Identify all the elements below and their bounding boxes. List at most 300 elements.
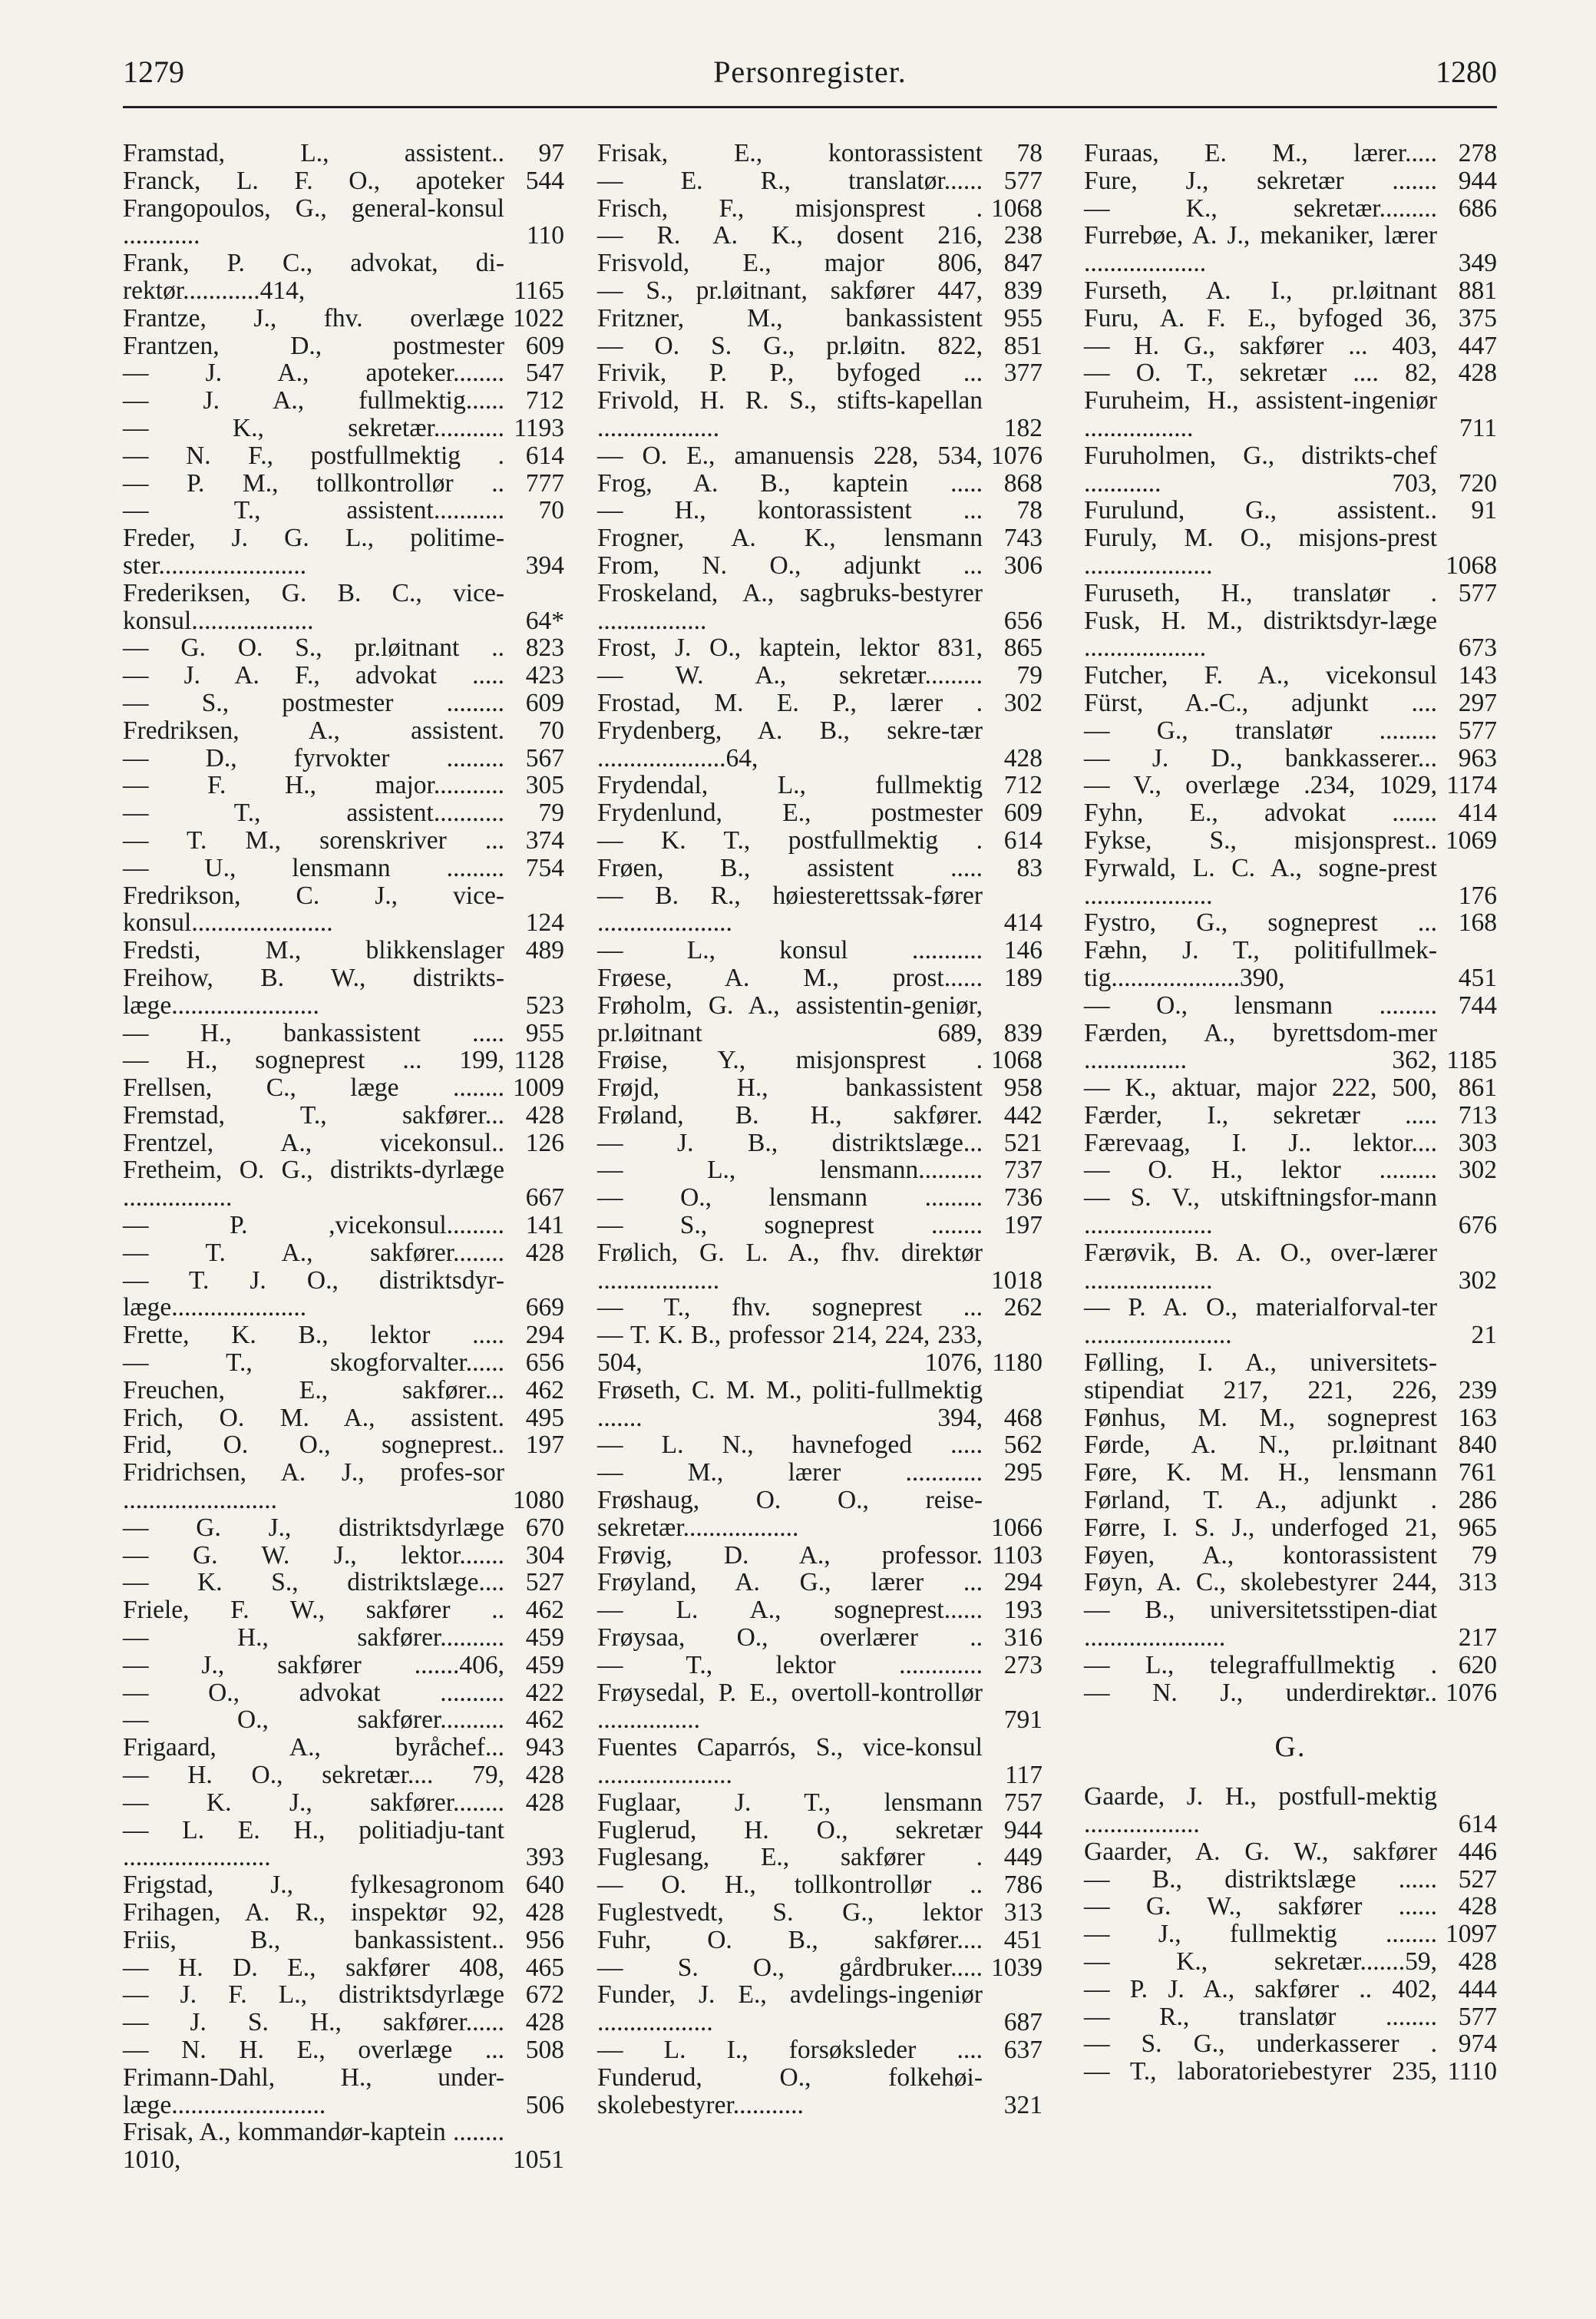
entry-text: Fredrikson, C. J., vice-konsul...................... <box>123 881 504 938</box>
entry-text: — L. E. H., politiadju-tant ....................... <box>123 1815 504 1872</box>
page-header <box>123 46 1497 100</box>
register-entry <box>123 772 564 799</box>
register-entry <box>597 1322 1043 1377</box>
entry-text: Fystro, G., sogneprest ... <box>1084 908 1437 938</box>
entry-text: — B., universitetsstipen-diat ...................... <box>1084 1596 1437 1652</box>
entry-page-number: 1068 <box>991 1046 1043 1075</box>
entry-page-number: 1009 <box>513 1073 564 1103</box>
register-entry <box>123 497 564 524</box>
entry-text: — P. M., tollkontrollør .. <box>123 468 504 498</box>
register-entry <box>597 662 1043 690</box>
entry-text: — J. F. L., distriktsdyrlæge <box>123 1980 504 2010</box>
entry-text: Frøen, B., assistent ..... <box>597 853 983 882</box>
register-entry <box>1084 1130 1497 1157</box>
entry-text: — S., pr.løitnant, sakfører 447, <box>597 276 983 305</box>
register-entry <box>597 1817 1043 1844</box>
register-column-3 <box>1084 140 1497 2086</box>
entry-text: Furu, A. F. E., byfoged 36, <box>1084 303 1437 332</box>
entry-text: — K., sekretær......... <box>1084 194 1437 223</box>
entry-page-number: 459 <box>525 1623 564 1652</box>
entry-text: Føre, K. M. H., lensmann <box>1084 1458 1437 1487</box>
register-entry <box>123 745 564 772</box>
entry-page-number: 943 <box>525 1733 564 1762</box>
entry-text: Frellsen, C., læge ........ <box>123 1073 504 1103</box>
entry-text: Furrebøe, A. J., mekaniker, lærer ................... <box>1084 221 1437 278</box>
entry-page-number: 302 <box>1003 688 1043 717</box>
entry-page-number: 868 <box>1003 468 1043 498</box>
register-entry <box>597 1569 1043 1596</box>
entry-page-number: 669 <box>525 1293 564 1322</box>
entry-text: Førde, A. N., pr.løitnant <box>1084 1431 1437 1460</box>
entry-page-number: 91 <box>1471 496 1497 525</box>
entry-page-number: 713 <box>1458 1100 1497 1130</box>
register-entry <box>597 1734 1043 1789</box>
entry-page-number: 303 <box>1458 1128 1497 1157</box>
entry-text: Froskeland, A., sagbruks-bestyrer ................. <box>597 578 983 635</box>
entry-page-number: 414 <box>1003 908 1043 938</box>
entry-page-number: 963 <box>1458 743 1497 772</box>
register-entry <box>123 1239 564 1267</box>
entry-text: — T., fhv. sogneprest ... <box>597 1293 983 1322</box>
register-entry <box>123 442 564 470</box>
entry-text: Frid, O. O., sogneprest.. <box>123 1431 504 1460</box>
entry-text: Frihagen, A. R., inspektør 92, <box>123 1898 504 1927</box>
register-entry <box>1084 2030 1497 2058</box>
register-entry <box>123 2119 564 2174</box>
register-entry <box>597 250 1043 277</box>
register-entry <box>597 992 1043 1047</box>
register-entry <box>123 1981 564 2009</box>
entry-text: Futcher, F. A., vicekonsul <box>1084 661 1437 690</box>
entry-text: — U., lensmann ......... <box>123 853 504 882</box>
register-entry <box>123 250 564 305</box>
entry-page-number: 459 <box>525 1650 564 1679</box>
entry-page-number: 1069 <box>1446 825 1497 855</box>
entry-page-number: 117 <box>1004 1761 1043 1790</box>
register-entry <box>1084 690 1497 717</box>
entry-text: Framstad, L., assistent.. <box>123 139 504 167</box>
register-entry <box>597 1212 1043 1239</box>
entry-page-number: 547 <box>525 359 564 388</box>
register-entry <box>597 1844 1043 1871</box>
entry-page-number: 567 <box>525 743 564 772</box>
register-entry <box>1084 1893 1497 1920</box>
entry-text: — T., assistent........... <box>123 799 504 828</box>
entry-page-number: 428 <box>525 1788 564 1817</box>
entry-page-number: 720 <box>1458 468 1497 498</box>
entry-page-number: 70 <box>538 496 564 525</box>
entry-text: From, N. O., adjunkt ... <box>597 551 983 580</box>
entry-page-number: 238 <box>1003 221 1043 250</box>
entry-text: Frøise, Y., misjonsprest . <box>597 1046 983 1075</box>
register-entry <box>1084 1239 1497 1295</box>
register-entry <box>123 1871 564 1899</box>
entry-page-number: 711 <box>1459 413 1497 442</box>
register-entry <box>123 690 564 717</box>
register-entry <box>123 1596 564 1624</box>
entry-text: Frøysaa, O., overlærer .. <box>597 1623 983 1652</box>
entry-page-number: 70 <box>538 716 564 745</box>
entry-page-number: 791 <box>1003 1705 1043 1735</box>
entry-page-number: 527 <box>1458 1864 1497 1894</box>
entry-text: — O. H., tollkontrollør .. <box>597 1871 983 1900</box>
register-entry <box>123 1817 564 1872</box>
entry-text: — K., sekretær.......59, <box>1084 1947 1437 1976</box>
entry-text: Føyen, A., kontorassistent <box>1084 1540 1437 1570</box>
entry-text: Frank, P. C., advokat, di-rektør............414, <box>123 249 504 305</box>
entry-text: Fremstad, T., sakfører... <box>123 1100 504 1130</box>
entry-page-number: 672 <box>525 1980 564 2010</box>
register-entry <box>123 387 564 415</box>
entry-page-number: 428 <box>1458 1947 1497 1976</box>
register-entry <box>597 497 1043 524</box>
register-entry <box>597 167 1043 195</box>
register-entry <box>597 140 1043 167</box>
register-entry <box>123 580 564 635</box>
register-entry <box>597 2036 1043 2064</box>
entry-page-number: 1022 <box>513 303 564 332</box>
entry-text: Funderud, O., folkehøi-skolebestyrer........... <box>597 2063 983 2119</box>
register-entry <box>597 827 1043 855</box>
entry-text: Fuentes Caparrós, S., vice-konsul ..................... <box>597 1733 983 1790</box>
register-entry <box>1084 359 1497 387</box>
entry-page-number: 640 <box>525 1871 564 1900</box>
entry-page-number: 609 <box>525 331 564 360</box>
register-entry <box>597 937 1043 964</box>
register-entry <box>1084 799 1497 827</box>
register-entry <box>123 827 564 855</box>
entry-page-number: 422 <box>525 1678 564 1707</box>
entry-text: — J. D., bankkasserer... <box>1084 743 1437 772</box>
entry-page-number: 313 <box>1003 1898 1043 1927</box>
entry-page-number: 414 <box>1458 799 1497 828</box>
entry-page-number: 1018 <box>991 1265 1043 1295</box>
register-column-2 <box>597 140 1043 2119</box>
register-entry <box>1084 1404 1497 1432</box>
entry-page-number: 523 <box>525 991 564 1020</box>
register-entry <box>597 442 1043 470</box>
entry-text: Funder, J. E., avdelings-ingeniør .................. <box>597 1980 983 2037</box>
register-entry <box>597 1239 1043 1295</box>
entry-page-number: 757 <box>1003 1788 1043 1817</box>
entry-text: Gaarde, J. H., postfull-mektig .................. <box>1084 1782 1437 1839</box>
entry-page-number: 295 <box>1003 1458 1043 1487</box>
entry-text: Færevaag, I. J.. lektor.... <box>1084 1128 1437 1157</box>
entry-page-number: 1051 <box>513 2145 564 2175</box>
entry-text: — T., laboratoriebestyrer 235, <box>1084 2057 1437 2086</box>
register-entry <box>123 1542 564 1570</box>
entry-text: Fønhus, M. M., sogneprest <box>1084 1403 1437 1432</box>
entry-text: — B., distriktslæge ...... <box>1084 1864 1437 1894</box>
register-entry <box>1084 1920 1497 1948</box>
entry-text: — V., overlæge .234, 1029, <box>1084 771 1437 800</box>
entry-text: — L. N., havnefoged ..... <box>597 1431 983 1460</box>
entry-text: — L., konsul ........... <box>597 936 983 965</box>
register-entry <box>597 1871 1043 1899</box>
entry-text: Frog, A. B., kaptein ..... <box>597 468 983 498</box>
entry-page-number: 1076 <box>1446 1678 1497 1707</box>
entry-text: Friis, B., bankassistent.. <box>123 1925 504 1954</box>
entry-page-number: 444 <box>1458 1974 1497 2003</box>
entry-page-number: 955 <box>1003 303 1043 332</box>
page-number-left: 1279 <box>123 55 184 89</box>
entry-page-number: 294 <box>1003 1568 1043 1597</box>
register-entry <box>597 1542 1043 1570</box>
entry-page-number: 442 <box>1003 1100 1043 1130</box>
entry-page-number: 786 <box>1003 1871 1043 1900</box>
entry-text: Frøyland, A. G., lærer ... <box>597 1568 983 1597</box>
register-entry <box>1084 937 1497 992</box>
entry-text: — H., sogneprest ... 199, <box>123 1046 504 1075</box>
entry-text: — B. R., høiesterettssak-fører ..................... <box>597 881 983 938</box>
entry-page-number: 313 <box>1458 1568 1497 1597</box>
entry-text: Frivik, P. P., byfoged ... <box>597 359 983 388</box>
register-entry <box>597 1184 1043 1212</box>
register-entry <box>123 1404 564 1432</box>
register-entry <box>123 1130 564 1157</box>
entry-page-number: 506 <box>525 2090 564 2119</box>
register-entry <box>597 1596 1043 1624</box>
entry-page-number: 428 <box>525 1238 564 1267</box>
register-entry <box>1084 524 1497 580</box>
entry-text: Fuglaar, J. T., lensmann <box>597 1788 983 1817</box>
entry-text: Frantzen, D., postmester <box>123 331 504 360</box>
entry-page-number: 197 <box>1003 1211 1043 1240</box>
entry-page-number: 865 <box>1003 634 1043 663</box>
entry-page-number: 278 <box>1458 139 1497 167</box>
entry-page-number: 78 <box>1016 496 1043 525</box>
register-entry <box>597 1047 1043 1074</box>
register-entry <box>123 1047 564 1074</box>
entry-text: — S. O., gårdbruker..... <box>597 1953 983 1982</box>
entry-page-number: 375 <box>1458 303 1497 332</box>
entry-text: Frette, K. B., lektor ..... <box>123 1321 504 1350</box>
entry-page-number: 110 <box>526 221 564 250</box>
register-entry <box>123 634 564 662</box>
entry-page-number: 393 <box>525 1843 564 1872</box>
register-entry <box>123 1156 564 1212</box>
register-entry <box>1084 1459 1497 1487</box>
entry-page-number: 861 <box>1458 1073 1497 1103</box>
entry-text: — G. W. J., lektor....... <box>123 1540 504 1570</box>
register-entry <box>1084 277 1497 305</box>
entry-text: — P. A. O., materialforval-ter ....................... <box>1084 1293 1437 1350</box>
entry-text: — G. O. S., pr.løitnant .. <box>123 634 504 663</box>
entry-text: — R. A. K., dosent 216, <box>597 221 983 250</box>
register-entry <box>597 1954 1043 1982</box>
entry-page-number: 302 <box>1458 1265 1497 1295</box>
register-entry <box>123 305 564 332</box>
entry-page-number: 614 <box>1458 1810 1497 1839</box>
entry-page-number: 687 <box>1003 2008 1043 2037</box>
register-entry <box>1084 1596 1497 1652</box>
entry-page-number: 97 <box>538 139 564 167</box>
entry-page-number: 1193 <box>514 413 564 442</box>
register-entry <box>1084 1542 1497 1570</box>
entry-page-number: 141 <box>525 1211 564 1240</box>
register-entry <box>597 855 1043 882</box>
entry-text: Gaarder, A. G. W., sakfører <box>1084 1837 1437 1866</box>
register-entry <box>1084 1866 1497 1894</box>
register-entry <box>123 1706 564 1734</box>
entry-text: Frøshaug, O. O., reise-sekretær.................. <box>597 1486 983 1542</box>
entry-text: — J., sakfører .......406, <box>123 1650 504 1679</box>
entry-text: — J. B., distriktslæge... <box>597 1128 983 1157</box>
entry-page-number: 168 <box>1458 908 1497 938</box>
register-entry <box>597 1294 1043 1322</box>
entry-page-number: 1174 <box>1446 771 1497 800</box>
entry-page-number: 577 <box>1003 166 1043 195</box>
entry-text: — S., postmester ......... <box>123 688 504 717</box>
register-entry <box>1084 1349 1497 1404</box>
entry-text: — L. A., sogneprest...... <box>597 1596 983 1625</box>
entry-text: — N. F., postfullmektig . <box>123 441 504 470</box>
register-entry <box>123 964 564 1020</box>
register-entry <box>123 1102 564 1130</box>
entry-text: Frisak, A., kommandør-kaptein ........ 1010, <box>123 2118 504 2175</box>
entry-text: — T. J. O., distriktsdyr-læge..................... <box>123 1265 504 1322</box>
entry-page-number: 1039 <box>991 1953 1043 1982</box>
register-entry <box>1084 1102 1497 1130</box>
register-entry <box>597 690 1043 717</box>
entry-page-number: 881 <box>1458 276 1497 305</box>
entry-page-number: 451 <box>1003 1925 1043 1954</box>
entry-page-number: 851 <box>1003 331 1043 360</box>
entry-text: Furuseth, H., translatør . <box>1084 578 1437 607</box>
entry-page-number: 839 <box>1003 1018 1043 1047</box>
entry-page-number: 176 <box>1458 881 1497 910</box>
entry-page-number: 1080 <box>513 1486 564 1515</box>
register-entry <box>123 1322 564 1349</box>
entry-page-number: 673 <box>1458 634 1497 663</box>
register-entry <box>1084 332 1497 360</box>
entry-page-number: 840 <box>1458 1431 1497 1460</box>
entry-text: — G. W., sakfører ...... <box>1084 1892 1437 1921</box>
entry-text: — S. G., underkasserer . <box>1084 2030 1437 2059</box>
register-entry <box>1084 992 1497 1020</box>
register-entry <box>597 1459 1043 1487</box>
register-entry <box>597 882 1043 938</box>
entry-text: — K. T., postfullmektig . <box>597 825 983 855</box>
entry-text: Frøholm, G. A., assistentin-geniør, pr.løitnant 689, <box>597 991 983 1047</box>
entry-page-number: 193 <box>1003 1596 1043 1625</box>
register-entry <box>123 1267 564 1322</box>
entry-text: — O. S. G., pr.løitn. 822, <box>597 331 983 360</box>
register-entry <box>597 552 1043 580</box>
entry-text: Fykse, S., misjonsprest.. <box>1084 825 1437 855</box>
register-entry <box>597 1130 1043 1157</box>
register-entry <box>123 662 564 690</box>
register-entry <box>123 167 564 195</box>
entry-text: — S., sogneprest ........ <box>597 1211 983 1240</box>
entry-page-number: 577 <box>1458 578 1497 607</box>
entry-text: — T., assistent........... <box>123 496 504 525</box>
register-entry <box>597 2064 1043 2119</box>
register-entry <box>123 415 564 442</box>
header-rule <box>123 106 1497 108</box>
register-entry <box>1084 909 1497 937</box>
entry-page-number: 1185 <box>1446 1046 1497 1075</box>
entry-page-number: 620 <box>1458 1650 1497 1679</box>
entry-page-number: 761 <box>1458 1458 1497 1487</box>
entry-text: — O. H., lektor ......... <box>1084 1156 1437 1185</box>
entry-text: — R., translatør ........ <box>1084 2002 1437 2031</box>
entry-page-number: 686 <box>1458 194 1497 223</box>
entry-page-number: 1097 <box>1446 1920 1497 1949</box>
register-entry <box>123 855 564 882</box>
register-entry <box>123 1377 564 1404</box>
register-entry <box>1084 827 1497 855</box>
entry-page-number: 944 <box>1003 1815 1043 1844</box>
entry-page-number: 495 <box>525 1403 564 1432</box>
entry-page-number: 316 <box>1003 1623 1043 1652</box>
entry-page-number: 146 <box>1003 936 1043 965</box>
entry-text: Frentzel, A., vicekonsul.. <box>123 1128 504 1157</box>
entry-text: Furuheim, H., assistent-ingeniør ................. <box>1084 386 1437 442</box>
register-entry <box>1084 745 1497 772</box>
entry-text: — J. A., apoteker........ <box>123 359 504 388</box>
register-entry <box>123 1762 564 1789</box>
entry-text: — O., lensmann ......... <box>1084 991 1437 1020</box>
entry-text: Frisak, E., kontorassistent <box>597 139 983 167</box>
entry-text: Frydendal, L., fullmektig <box>597 771 983 800</box>
entry-page-number: 1068 <box>1446 551 1497 580</box>
entry-text: Frogner, A. K., lensmann <box>597 524 983 553</box>
entry-text: Fuglerud, H. O., sekretær <box>597 1815 983 1844</box>
entry-page-number: 294 <box>525 1321 564 1350</box>
entry-text: — N. H. E., overlæge ... <box>123 2035 504 2064</box>
entry-page-number: 527 <box>525 1568 564 1597</box>
entry-page-number: 462 <box>525 1705 564 1735</box>
entry-page-number: 656 <box>525 1348 564 1378</box>
register-entry <box>123 140 564 167</box>
entry-text: — K. J., sakfører........ <box>123 1788 504 1817</box>
register-entry <box>597 1102 1043 1130</box>
entry-page-number: 1128 <box>514 1046 564 1075</box>
register-entry <box>597 222 1043 250</box>
register-entry <box>1084 2003 1497 2031</box>
entry-page-number: 667 <box>525 1183 564 1212</box>
register-entry <box>1084 1948 1497 1976</box>
entry-text: — K., sekretær........... <box>123 413 504 442</box>
entry-page-number: 78 <box>1016 139 1043 167</box>
entry-text: Furuly, M. O., misjons-prest .................... <box>1084 524 1437 580</box>
entry-text: Fuhr, O. B., sakfører.... <box>597 1925 983 1954</box>
entry-page-number: 428 <box>1458 359 1497 388</box>
entry-text: Fæhn, J. T., politifullmek-tig....................390, <box>1084 936 1437 992</box>
entry-text: Franck, L. F. O., apoteker <box>123 166 504 195</box>
entry-text: — N. J., underdirektør.. <box>1084 1678 1437 1707</box>
register-entry <box>1084 1074 1497 1102</box>
entry-text: Frøysedal, P. E., overtoll-kontrollør ................ <box>597 1678 983 1735</box>
entry-page-number: 428 <box>525 1100 564 1130</box>
entry-text: — T., lektor ............. <box>597 1650 983 1679</box>
entry-page-number: 743 <box>1003 524 1043 553</box>
entry-page-number: 462 <box>525 1375 564 1404</box>
entry-text: Furuholmen, G., distrikts-chef ............ 703, <box>1084 441 1437 498</box>
entry-text: — L. I., forsøksleder .... <box>597 2035 983 2064</box>
register-entry <box>1084 855 1497 910</box>
register-entry <box>1084 1652 1497 1679</box>
register-entry <box>1084 772 1497 799</box>
entry-text: Frimann-Dahl, H., under-læge........................ <box>123 2063 504 2119</box>
register-entry <box>1084 195 1497 223</box>
entry-page-number: 286 <box>1458 1486 1497 1515</box>
page-number-right: 1280 <box>1436 55 1497 89</box>
entry-text: — K., aktuar, major 222, 500, <box>1084 1073 1437 1103</box>
entry-text: — J. A., fullmektig...... <box>123 386 504 415</box>
entry-text: Frantze, J., fhv. overlæge <box>123 303 504 332</box>
